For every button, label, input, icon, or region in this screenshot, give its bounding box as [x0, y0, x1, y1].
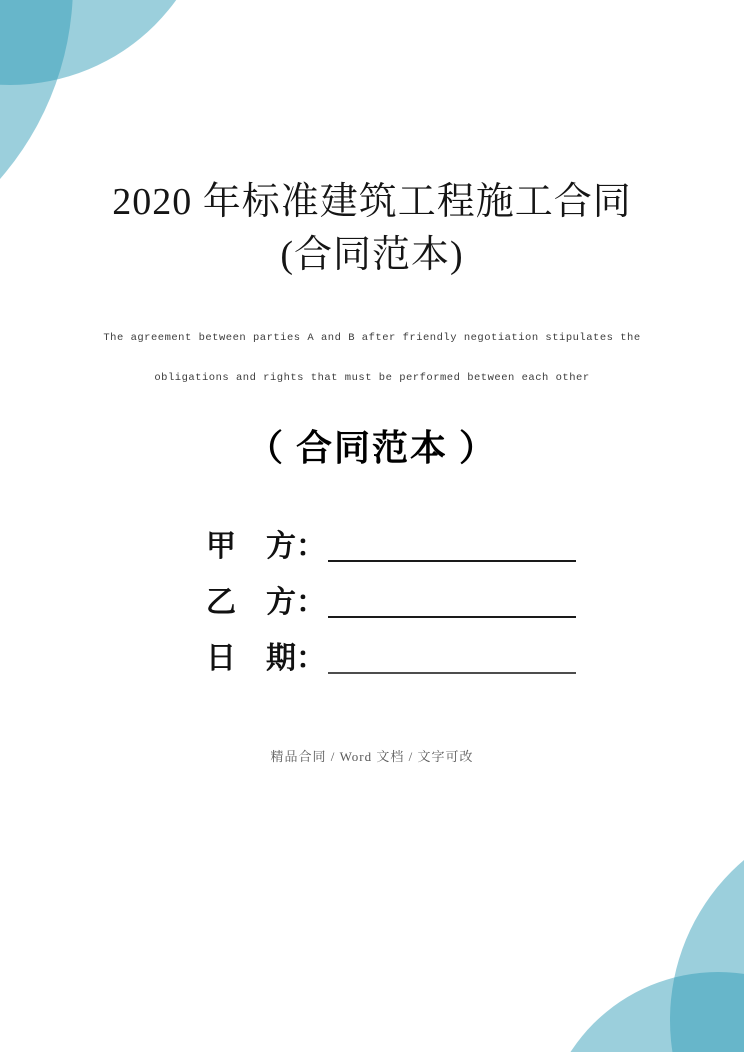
page-title-line2: (合同范本)	[280, 234, 464, 277]
decor-circle-bottom-dome	[542, 972, 744, 1052]
date-label: 日 期：	[206, 642, 326, 675]
footer-tagline: 精品合同 / Word 文档 / 文字可改	[270, 749, 474, 764]
english-subtitle-line1: The agreement between parties A and B after friendly negotiation stipulates the	[103, 332, 641, 344]
corner-decoration-bottom-right	[514, 822, 744, 1052]
party-b-row	[206, 588, 576, 618]
date-blank-line	[328, 668, 576, 674]
party-a-blank-line	[328, 556, 576, 562]
english-subtitle	[0, 318, 744, 398]
party-b-blank-line	[328, 612, 576, 618]
page-title	[0, 176, 744, 282]
english-subtitle-line2: obligations and rights that must be performed between each other	[154, 372, 590, 384]
template-label: （ 合同范本 ）	[246, 428, 497, 468]
decor-circle-right-band	[670, 822, 744, 1052]
page-title-line1: 2020 年标准建筑工程施工合同	[112, 181, 632, 223]
party-a-label: 甲 方：	[206, 530, 326, 563]
date-row	[206, 644, 576, 674]
party-a-row	[206, 532, 576, 562]
party-b-label: 乙 方：	[206, 586, 326, 619]
decor-circle-top-fan	[0, 0, 215, 85]
signature-form	[206, 532, 576, 700]
